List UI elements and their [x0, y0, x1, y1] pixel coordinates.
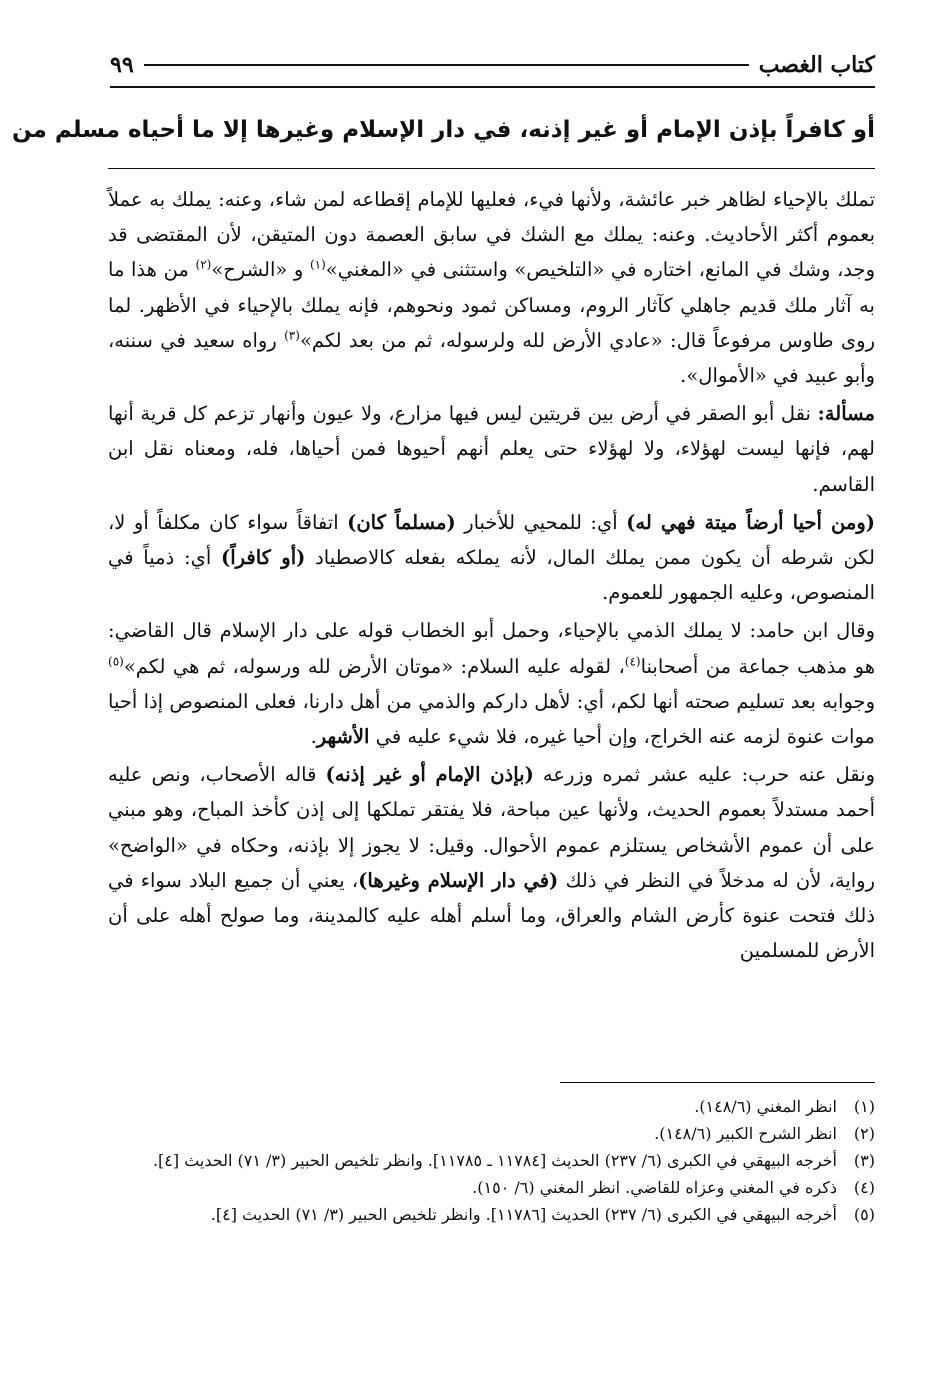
p5-text-3: ، يعني أن جميع البلاد سواء في ذلك فتحت عنوة كأرض الشام والعراق، وما أسلم أهله عليه كالمدينة، وما صولح أهله على أن الأرض للمسلمين	[108, 868, 875, 963]
p3-matn-3: (أو كافراً)	[221, 546, 306, 570]
footnote	[108, 1093, 875, 1120]
footnote-number: (٤)	[853, 1178, 875, 1197]
footnote-number: (٢)	[853, 1124, 875, 1143]
p5-text-2: قاله الأصحاب، ونص عليه أحمد مستدلاً بعموم الحديث، ولأنها عين مباحة، فلا يفتقر تملكها إلى إذن كأخذ المباح، وهو مبني على أن عموم الأشخاص يستلزم عموم الأحوال. وقيل: لا يجوز إلا بإذنه، وحكاه في «الواضح» رواية، لأن له مدخلاً في النظر في ذلك	[108, 763, 876, 892]
footnote-ref-5: (٥)	[108, 654, 124, 669]
p5-matn-1: (بإذن الإمام أو غير إذنه)	[325, 763, 534, 787]
p4-text-c: وجوابه بعد تسليم صحته أنها لكم، أي: لأهل داركم والذمي من أهل دارنا، فعلى المنصوص إذا أحيا موات عنوة لزمه عنه الخراج، وإن أحيا غيره، فلا شيء عليه في	[108, 689, 875, 749]
footnotes	[108, 1093, 875, 1228]
footnote-ref-1: (١)	[309, 257, 326, 272]
p4-text-a: وقال ابن حامد: لا يملك الذمي بالإحياء، وحمل أبو الخطاب قوله على دار الإسلام قال القاضي: هو مذهب جماعة من أصحابنا	[108, 619, 875, 678]
footnote	[108, 1174, 875, 1201]
running-header	[110, 48, 875, 82]
page-number: ٩٩	[110, 52, 134, 78]
header-rule	[144, 64, 749, 66]
p1-text-c: من هذا ما به آثار ملك قديم جاهلي كآثار الروم، ومساكن ثمود ونحوهم، فإنه يملك بالإحياء في الأظهر. لما روى طاوس مرفوعاً قال: «عادي الأرض لله ولرسوله، ثم من بعد لكم»	[108, 258, 876, 352]
masala-label: مسألة:	[817, 402, 875, 426]
footnote-divider	[560, 1082, 875, 1083]
p1-text-a: تملك بالإحياء لظاهر خبر عائشة، ولأنها فيء، فعليها للإمام إقطاعه لمن شاء، وعنه: يملك به عملاً بعموم أكثر الأحاديث. وعنه: يملك مع الشك في سابق العصمة دون المتيقن، لأن المقتضى قد وجد، وشك في المانع، اختاره في «التلخيص» واستثنى في «المغني»	[108, 188, 875, 282]
paragraph-3	[108, 505, 875, 611]
p3-matn-2: (مسلماً كان)	[347, 510, 456, 534]
footnote	[108, 1201, 875, 1228]
footnote-number: (٥)	[853, 1205, 875, 1224]
p3-text-3: أي: ذمياً في المنصوص، وعليه الجمهور للعموم.	[108, 546, 875, 605]
footnote	[108, 1147, 875, 1174]
footnote-text: انظر الشرح الكبير (١٤٨/٦).	[654, 1124, 837, 1143]
matn-divider	[108, 168, 875, 169]
paragraph-4	[108, 613, 875, 754]
commentary-body	[108, 182, 875, 971]
footnote-ref-2: (٢)	[195, 257, 212, 272]
paragraph-1	[108, 182, 875, 393]
paragraph-2	[108, 396, 875, 502]
paragraph-5	[108, 757, 875, 968]
p4-text-b: ، لقوله عليه السلام: «موتان الأرض لله ورسوله، ثم هي لكم»	[123, 654, 625, 678]
footnote-ref-4: (٤)	[624, 654, 641, 669]
p3-matn-1: (ومن أحيا أرضاً ميتة فهي له)	[626, 510, 875, 534]
p1-text-b: و «الشرح»	[211, 258, 310, 282]
header-bottom-rule	[110, 86, 875, 88]
footnote	[108, 1120, 875, 1147]
footnote-text: ذكره في المغني وعزاه للقاضي. انظر المغني (٦/ ١٥٠).	[472, 1178, 837, 1197]
p3-text-2: اتفاقاً سواء كان مكلفاً أو لا، لكن شرطه أن يكون ممن يملك المال، لأنه يملكه بفعله كالاصطياد	[108, 510, 875, 570]
p2-text: نقل أبو الصقر في أرض بين قريتين ليس فيها مزارع، ولا عيون وأنهار تزعم كل قرية أنها لهم، فإنها ليست لهؤلاء، ولا لهؤلاء حتى يعلم أنهم أحيوها فمن أحياها، فله، ومعناه نقل ابن القاسم.	[108, 402, 875, 496]
p5-text-1: ونقل عنه حرب: عليه عشر ثمره وزرعه	[533, 763, 875, 787]
p4-text-d: .	[310, 725, 317, 749]
footnote-ref-3: (٣)	[284, 328, 300, 343]
p3-text-1: أي: للمحيي للأخبار	[455, 510, 627, 534]
footnote-text: انظر المغني (١٤٨/٦).	[694, 1097, 837, 1116]
footnote-number: (٣)	[853, 1151, 875, 1170]
footnote-text: أخرجه البيهقي في الكبرى (٦/ ٢٣٧) الحديث [١١٧٨٦]. وانظر تلخيص الحبير (٣/ ٧١) الحديث [٤].	[210, 1205, 837, 1224]
chapter-title: كتاب الغصب	[758, 52, 875, 78]
p1-text-d: رواه سعيد في سننه، وأبو عبيد في «الأموال».	[108, 328, 875, 388]
p5-matn-2: (في دار الإسلام وغيرها)	[358, 868, 559, 892]
matn-line: أو كافراً بإذن الإمام أو غير إذنه، في دار الإسلام وغيرها إلا ما أحياه مسلم من	[11, 117, 875, 143]
footnote-text: أخرجه البيهقي في الكبرى (٦/ ٢٣٧) الحديث [١١٧٨٤ ـ ١١٧٨٥]. وانظر تلخيص الحبير (٣/ ٧١) الحديث [٤].	[152, 1151, 837, 1170]
footnote-number: (١)	[853, 1097, 875, 1116]
p4-bold: الأشهر	[316, 725, 370, 749]
matn-text	[11, 108, 875, 152]
